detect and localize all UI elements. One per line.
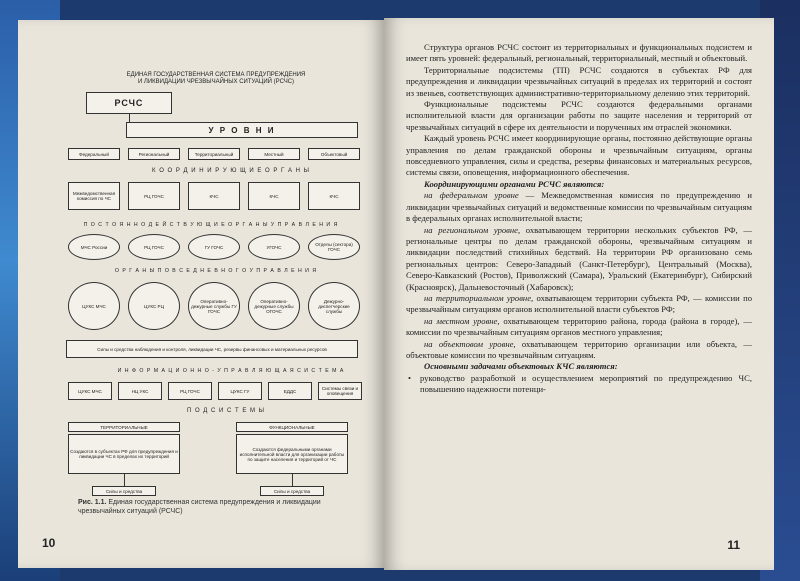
rschs-diagram xyxy=(46,72,360,508)
level-box-5: Объектовый xyxy=(308,148,360,160)
subsystems-band: П О Д С И С Т Е М Ы xyxy=(186,408,265,414)
coord-heading: Координирующими органами РСЧС являются: xyxy=(424,178,605,189)
paragraph: Структура органов РСЧС состоит из территориальных и функциональных подсистем и имеет пять уровней: федеральный, региональный, территориальный, местный и объектовый. xyxy=(406,42,752,64)
level-box-3: Территориальный xyxy=(188,148,240,160)
territorial-text: Создаются в субъектах РФ для предупреждения и ликвидации ЧС в пределах их территорий xyxy=(68,434,180,474)
coord-item-text: охватывающем территорию района, города (района в городе), — комиссии по чрезвычайным ситуациям органов местного управления; xyxy=(406,315,752,338)
coord-item xyxy=(406,339,752,362)
body-text xyxy=(406,42,752,396)
forces-left: Силы и средства xyxy=(92,486,156,496)
coord-item xyxy=(406,225,752,293)
coord-item-lead: на объектовом уровне, xyxy=(424,338,516,349)
figure-caption xyxy=(78,498,340,516)
daily-band: О Р Г А Н Ы П О В С Е Д Н Е В Н О Г О У П Р А В Л Е Н И Я xyxy=(114,268,318,274)
functional-text: Создаются федеральными органами исполнительной власти для организации работы по защите населения и территорий от ЧС xyxy=(236,434,348,474)
info-node-1: ЦУКС МЧС xyxy=(68,382,112,400)
permanent-organ-3: ГУ ГОЧС xyxy=(188,234,240,260)
info-node-2: НЦ УКС xyxy=(118,382,162,400)
coord-item-lead: на местном уровне, xyxy=(424,315,500,326)
level-box-2: Региональный xyxy=(128,148,180,160)
root-box: РСЧС xyxy=(86,92,172,114)
tasks-list xyxy=(406,373,752,396)
forces-right: Силы и средства xyxy=(260,486,324,496)
paragraph: Территориальные подсистемы (ТП) РСЧС создаются в субъектах РФ для предупреждения и ликвидации чрезвычайных ситуаций в пределах их территорий и состоят из звеньев, соответствующих административно-территориальному делению этих территорий. xyxy=(406,64,752,98)
coord-item-lead: на региональном уровне, xyxy=(424,224,521,235)
coord-item-text: охватывающем территорию организации или объекта, — объектовые комиссии по чрезвычайным ситуациям. xyxy=(406,338,752,360)
daily-organ-2: ЦУКС РЦ xyxy=(128,282,180,330)
info-node-3: РЦ ГОЧС xyxy=(168,382,212,400)
permanent-organ-1: МЧС России xyxy=(68,234,120,260)
diagram-title: ЕДИНАЯ ГОСУДАРСТВЕННАЯ СИСТЕМА ПРЕДУПРЕЖДЕНИЯ И ЛИКВИДАЦИИ ЧРЕЗВЫЧАЙНЫХ СИТУАЦИЙ (РСЧС) xyxy=(126,72,306,85)
page-number-left: 10 xyxy=(42,536,56,550)
task-item-text: руководство разработкой и осуществлением мероприятий по предупреждению ЧС, повышению надежности потенци- xyxy=(420,372,752,395)
coord-item xyxy=(406,293,752,316)
level-box-1: Федеральный xyxy=(68,148,120,160)
page-number-right: 11 xyxy=(727,538,740,552)
coord-organ-1: Межведомственная комиссия по ЧС xyxy=(68,182,120,210)
daily-organ-3: Оперативно-дежурные службы ГУ ГОЧС xyxy=(188,282,240,330)
connector xyxy=(129,114,130,122)
functional-title: ФУНКЦИОНАЛЬНЫЕ xyxy=(236,422,348,432)
territorial-title: ТЕРРИТОРИАЛЬНЫЕ xyxy=(68,422,180,432)
permanent-band: П О С Т О Я Н Н О Д Е Й С Т В У Ю Щ И Е О Р Г А Н Ы У П Р А В Л Е Н И Я xyxy=(83,222,339,228)
permanent-organ-2: РЦ ГОЧС xyxy=(128,234,180,260)
coord-organ-3: КЧС xyxy=(188,182,240,210)
permanent-organ-5: Отделы (сектора) ГОЧС xyxy=(308,234,360,260)
info-node-6: Системы связи и оповещения xyxy=(318,382,362,400)
right-page xyxy=(384,18,774,570)
permanent-organ-4: УГОЧС xyxy=(248,234,300,260)
coord-list xyxy=(406,190,752,361)
coord-item xyxy=(406,190,752,224)
resources-box: Силы и средства наблюдения и контроля, ликвидации ЧС, резервы финансовых и материальных ресурсов xyxy=(66,340,358,358)
caption-text: Единая государственная система предупреждения и ликвидации чрезвычайных ситуаций (РСЧС) xyxy=(78,499,321,515)
left-page xyxy=(18,20,384,568)
levels-band: У Р О В Н И xyxy=(126,122,358,138)
coord-item xyxy=(406,316,752,339)
coord-item-text: — Межведомственная комиссия по предупреждению и ликвидации чрезвычайных ситуаций и ведомственные комиссии по чрезвычайным ситуациям в федеральных органах исполнительной власти; xyxy=(406,190,752,224)
paragraph: Каждый уровень РСЧС имеет координирующие органы, постоянно действующие органы управления по делам гражданской обороны и чрезвычайным ситуациям, органы повседневного управления, силы и средства, резервы финансовых и материальных ресурсов, системы связи, оповещения, информационного обеспечения. xyxy=(406,133,752,178)
paragraph: Функциональные подсистемы РСЧС создаются федеральными органами исполнительной власти для организации работы по защите населения и территорий от чрезвычайных ситуаций в сфере их деятельности и порученных им отраслей экономики. xyxy=(406,99,752,132)
coord-item-text: охватывающем территории субъекта РФ, — комиссии по чрезвычайным ситуациям органов исполнительной власти субъектов РФ; xyxy=(406,292,752,315)
daily-organ-1: ЦУКС МЧС xyxy=(68,282,120,330)
coord-item-text: охватывающем территории нескольких субъектов РФ, — региональные центры по делам гражданской обороны, чрезвычайным ситуациям и ликвидации последствий стихийных бедствий. На территории РФ организовано семь региональных центров: Северо-Западный (Санкт-Петербург), Центральный (Москва), Северо-Кавказский (Ростов), Приволжский (Самара), Уральский (Екатеринбург), Сибирский (Красноярск), Дальневосточный (Хабаровск); xyxy=(406,224,752,292)
coord-organ-5: КЧС xyxy=(308,182,360,210)
bullet-icon: • xyxy=(408,372,412,383)
task-item xyxy=(406,373,752,396)
caption-label: Рис. 1.1. xyxy=(78,499,107,506)
level-box-4: Местный xyxy=(248,148,300,160)
tasks-heading: Основными задачами объектовых КЧС являются: xyxy=(424,361,618,372)
intro-paragraphs xyxy=(406,42,752,179)
coord-band: К О О Р Д И Н И Р У Ю Щ И Е О Р Г А Н Ы xyxy=(152,168,310,174)
info-node-4: ЦУКС ГУ xyxy=(218,382,262,400)
connector xyxy=(292,474,293,486)
info-node-5: ЕДДС xyxy=(268,382,312,400)
connector xyxy=(124,474,125,486)
daily-organ-5: Дежурно-диспетчерские службы xyxy=(308,282,360,330)
coord-item-lead: на федеральном уровне xyxy=(424,190,519,201)
coord-item-lead: на территориальном уровне, xyxy=(424,292,534,303)
coord-organ-4: КЧС xyxy=(248,182,300,210)
info-band: И Н Ф О Р М А Ц И О Н Н О - У П Р А В Л Я Ю Щ А Я С И С Т Е М А xyxy=(117,368,345,374)
daily-organ-4: Оперативно-дежурные службы ОГОЧС xyxy=(248,282,300,330)
coord-organ-2: РЦ ГОЧС xyxy=(128,182,180,210)
